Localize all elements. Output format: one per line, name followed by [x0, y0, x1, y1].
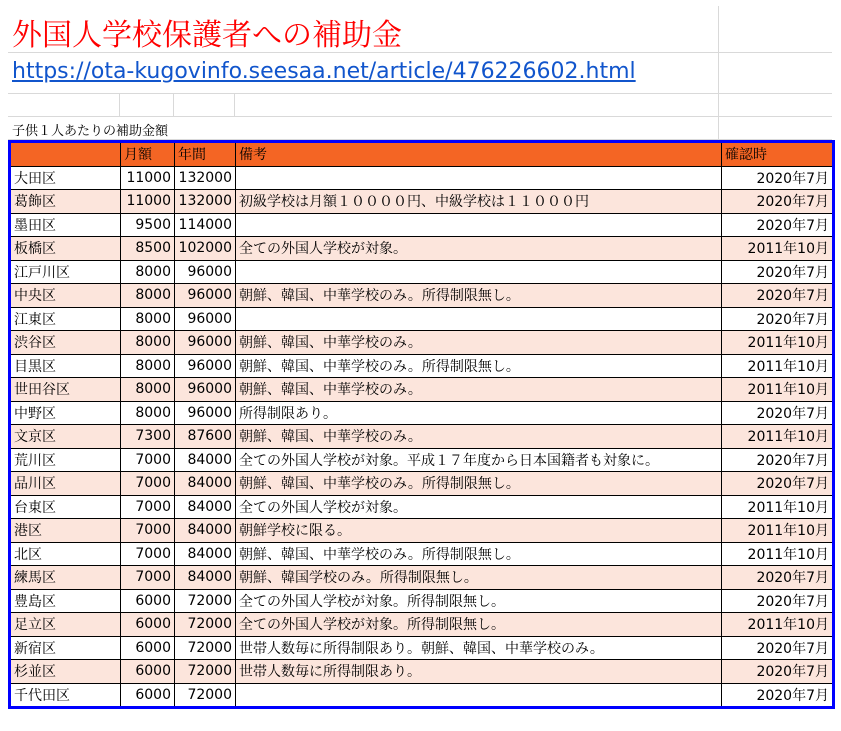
- cell-yearly[interactable]: 72000: [175, 660, 236, 684]
- cell-yearly[interactable]: 84000: [175, 472, 236, 496]
- cell-ward[interactable]: 台東区: [10, 495, 121, 519]
- cell-date[interactable]: 2020年7月: [722, 472, 834, 496]
- cell-ward[interactable]: 中央区: [10, 284, 121, 308]
- cell-yearly[interactable]: 72000: [175, 613, 236, 637]
- cell-note[interactable]: [236, 166, 722, 190]
- cell-yearly[interactable]: 96000: [175, 331, 236, 355]
- cell-monthly[interactable]: 6000: [121, 636, 175, 660]
- spreadsheet: [8, 6, 832, 709]
- cell-ward[interactable]: 中野区: [10, 401, 121, 425]
- cell-monthly[interactable]: 11000: [121, 190, 175, 214]
- table-row: [10, 683, 834, 708]
- cell-note[interactable]: 所得制限あり。: [236, 401, 722, 425]
- cell-date[interactable]: 2011年10月: [722, 495, 834, 519]
- table-row: [10, 660, 834, 684]
- cell-date[interactable]: 2020年7月: [722, 448, 834, 472]
- cell-yearly[interactable]: 72000: [175, 636, 236, 660]
- cell-ward[interactable]: 渋谷区: [10, 331, 121, 355]
- cell-note[interactable]: 全ての外国人学校が対象。平成１７年度から日本国籍者も対象に。: [236, 448, 722, 472]
- table-row: [10, 284, 834, 308]
- cell-note[interactable]: [236, 683, 722, 708]
- cell-yearly[interactable]: 84000: [175, 519, 236, 543]
- table-row: [10, 566, 834, 590]
- cell-monthly[interactable]: 8000: [121, 284, 175, 308]
- table-row: [10, 448, 834, 472]
- subtitle-row: [8, 117, 832, 140]
- table-row: [10, 213, 834, 237]
- cell-note[interactable]: [236, 213, 722, 237]
- url-row: [8, 53, 832, 94]
- cell-yearly[interactable]: 87600: [175, 425, 236, 449]
- cell-monthly[interactable]: 6000: [121, 589, 175, 613]
- cell-monthly[interactable]: 8000: [121, 331, 175, 355]
- cell-ward[interactable]: 江戸川区: [10, 260, 121, 284]
- cell-note[interactable]: 全ての外国人学校が対象。: [236, 495, 722, 519]
- cell-monthly[interactable]: 9500: [121, 213, 175, 237]
- cell-monthly[interactable]: 8000: [121, 401, 175, 425]
- cell-yearly[interactable]: 96000: [175, 354, 236, 378]
- cell-date[interactable]: 2020年7月: [722, 213, 834, 237]
- table-row: [10, 378, 834, 402]
- cell-date[interactable]: 2011年10月: [722, 425, 834, 449]
- table-row: [10, 495, 834, 519]
- cell-note[interactable]: 全ての外国人学校が対象。所得制限無し。: [236, 589, 722, 613]
- cell-monthly[interactable]: 7000: [121, 519, 175, 543]
- cell-ward[interactable]: 新宿区: [10, 636, 121, 660]
- table-row: [10, 519, 834, 543]
- cell-ward[interactable]: 目黒区: [10, 354, 121, 378]
- cell-date[interactable]: 2020年7月: [722, 401, 834, 425]
- table-row: [10, 589, 834, 613]
- cell-date[interactable]: 2011年10月: [722, 331, 834, 355]
- cell-date[interactable]: 2011年10月: [722, 542, 834, 566]
- cell-ward[interactable]: 足立区: [10, 613, 121, 637]
- header-yearly[interactable]: 年間: [175, 142, 236, 167]
- cell-monthly[interactable]: 7000: [121, 448, 175, 472]
- cell-monthly[interactable]: 7000: [121, 495, 175, 519]
- cell-ward[interactable]: 荒川区: [10, 448, 121, 472]
- table-row: [10, 472, 834, 496]
- header-ward[interactable]: [10, 142, 121, 167]
- table-row: [10, 166, 834, 190]
- cell-yearly[interactable]: 102000: [175, 237, 236, 261]
- cell-note[interactable]: 世帯人数毎に所得制限あり。: [236, 660, 722, 684]
- cell-yearly[interactable]: 96000: [175, 378, 236, 402]
- cell-date[interactable]: 2011年10月: [722, 237, 834, 261]
- article-link[interactable]: https://ota-kugovinfo.seesaa.net/article/476226602.html: [12, 59, 636, 84]
- header-row: [10, 142, 834, 167]
- cell-monthly[interactable]: 6000: [121, 683, 175, 708]
- table-row: [10, 190, 834, 214]
- table-row: [10, 613, 834, 637]
- cell-monthly[interactable]: 8000: [121, 260, 175, 284]
- cell-yearly[interactable]: 114000: [175, 213, 236, 237]
- cell-date[interactable]: 2020年7月: [722, 260, 834, 284]
- table-row: [10, 307, 834, 331]
- table-row: [10, 401, 834, 425]
- cell-yearly[interactable]: 84000: [175, 566, 236, 590]
- table-row: [10, 636, 834, 660]
- cell-ward[interactable]: 豊島区: [10, 589, 121, 613]
- cell-yearly[interactable]: 96000: [175, 260, 236, 284]
- cell-monthly[interactable]: 7000: [121, 472, 175, 496]
- cell-ward[interactable]: 世田谷区: [10, 378, 121, 402]
- cell-ward[interactable]: 杉並区: [10, 660, 121, 684]
- cell-monthly[interactable]: 6000: [121, 660, 175, 684]
- cell-yearly[interactable]: 84000: [175, 542, 236, 566]
- table-row: [10, 260, 834, 284]
- table-row: [10, 542, 834, 566]
- cell-ward[interactable]: 墨田区: [10, 213, 121, 237]
- cell-date[interactable]: 2011年10月: [722, 354, 834, 378]
- cell-date[interactable]: 2011年10月: [722, 613, 834, 637]
- cell-date[interactable]: 2020年7月: [722, 566, 834, 590]
- cell-monthly[interactable]: 7000: [121, 566, 175, 590]
- cell-note[interactable]: 朝鮮、韓国、中華学校のみ。所得制限無し。: [236, 354, 722, 378]
- cell-date[interactable]: 2011年10月: [722, 378, 834, 402]
- cell-ward[interactable]: 北区: [10, 542, 121, 566]
- cell-yearly[interactable]: 96000: [175, 401, 236, 425]
- cell-note[interactable]: 全ての外国人学校が対象。: [236, 237, 722, 261]
- cell-ward[interactable]: 文京区: [10, 425, 121, 449]
- cell-note[interactable]: 朝鮮、韓国、中華学校のみ。: [236, 378, 722, 402]
- table-row: [10, 237, 834, 261]
- table-caption[interactable]: 子供１人あたりの補助金額: [12, 124, 169, 139]
- cell-monthly[interactable]: 7000: [121, 542, 175, 566]
- title-row: [8, 6, 832, 53]
- cell-yearly[interactable]: 132000: [175, 190, 236, 214]
- cell-date[interactable]: 2020年7月: [722, 683, 834, 708]
- cell-date[interactable]: 2020年7月: [722, 589, 834, 613]
- cell-date[interactable]: 2020年7月: [722, 636, 834, 660]
- cell-date[interactable]: 2020年7月: [722, 284, 834, 308]
- cell-note[interactable]: [236, 307, 722, 331]
- cell-date[interactable]: 2011年10月: [722, 519, 834, 543]
- sheet-title[interactable]: 外国人学校保護者への補助金: [12, 18, 402, 53]
- cell-date[interactable]: 2020年7月: [722, 307, 834, 331]
- cell-note[interactable]: 朝鮮、韓国、中華学校のみ。所得制限無し。: [236, 542, 722, 566]
- cell-monthly[interactable]: 7300: [121, 425, 175, 449]
- cell-monthly[interactable]: 8000: [121, 378, 175, 402]
- cell-yearly[interactable]: 84000: [175, 448, 236, 472]
- cell-note[interactable]: 全ての外国人学校が対象。所得制限無し。: [236, 613, 722, 637]
- cell-note[interactable]: 朝鮮、韓国、中華学校のみ。: [236, 425, 722, 449]
- cell-ward[interactable]: 江東区: [10, 307, 121, 331]
- cell-note[interactable]: 朝鮮、韓国、中華学校のみ。: [236, 331, 722, 355]
- cell-note[interactable]: 朝鮮、韓国、中華学校のみ。所得制限無し。: [236, 284, 722, 308]
- blank-row[interactable]: [8, 94, 832, 117]
- cell-date[interactable]: 2020年7月: [722, 166, 834, 190]
- cell-monthly[interactable]: 8000: [121, 307, 175, 331]
- subsidy-table: [8, 140, 835, 709]
- cell-yearly[interactable]: 72000: [175, 683, 236, 708]
- cell-monthly[interactable]: 11000: [121, 166, 175, 190]
- cell-yearly[interactable]: 84000: [175, 495, 236, 519]
- cell-ward[interactable]: 港区: [10, 519, 121, 543]
- cell-yearly[interactable]: 132000: [175, 166, 236, 190]
- cell-yearly[interactable]: 72000: [175, 589, 236, 613]
- cell-yearly[interactable]: 96000: [175, 284, 236, 308]
- cell-date[interactable]: 2020年7月: [722, 660, 834, 684]
- table-row: [10, 354, 834, 378]
- cell-note[interactable]: [236, 260, 722, 284]
- cell-monthly[interactable]: 8000: [121, 354, 175, 378]
- cell-ward[interactable]: 品川区: [10, 472, 121, 496]
- cell-note[interactable]: 世帯人数毎に所得制限あり。朝鮮、韓国、中華学校のみ。: [236, 636, 722, 660]
- header-date[interactable]: 確認時: [722, 142, 834, 167]
- table-row: [10, 331, 834, 355]
- cell-ward[interactable]: 大田区: [10, 166, 121, 190]
- cell-monthly[interactable]: 8500: [121, 237, 175, 261]
- cell-date[interactable]: 2020年7月: [722, 190, 834, 214]
- cell-ward[interactable]: 千代田区: [10, 683, 121, 708]
- cell-yearly[interactable]: 96000: [175, 307, 236, 331]
- cell-ward[interactable]: 板橋区: [10, 237, 121, 261]
- table-row: [10, 425, 834, 449]
- header-monthly[interactable]: 月額: [121, 142, 175, 167]
- header-note[interactable]: 備考: [236, 142, 722, 167]
- cell-note[interactable]: 初級学校は月額１００００円、中級学校は１１０００円: [236, 190, 722, 214]
- cell-note[interactable]: 朝鮮、韓国、中華学校のみ。所得制限無し。: [236, 472, 722, 496]
- cell-ward[interactable]: 葛飾区: [10, 190, 121, 214]
- cell-note[interactable]: 朝鮮学校に限る。: [236, 519, 722, 543]
- cell-monthly[interactable]: 6000: [121, 613, 175, 637]
- cell-ward[interactable]: 練馬区: [10, 566, 121, 590]
- cell-note[interactable]: 朝鮮、韓国学校のみ。所得制限無し。: [236, 566, 722, 590]
